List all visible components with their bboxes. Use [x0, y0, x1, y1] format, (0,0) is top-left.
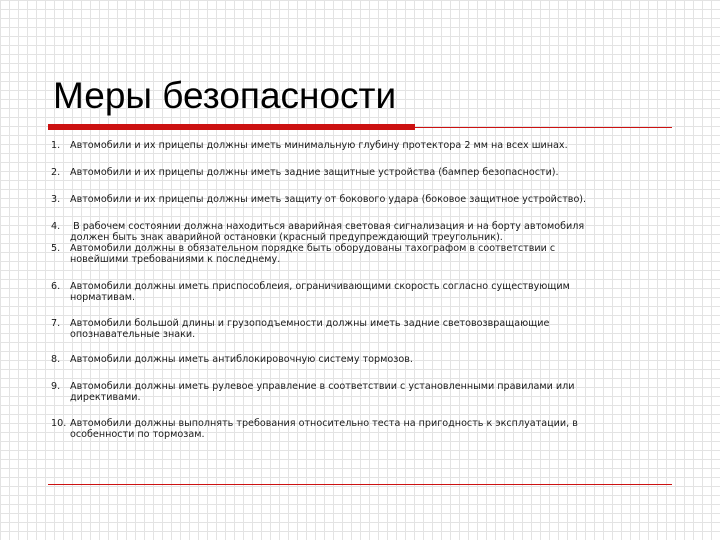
- item-number: 5.: [51, 243, 61, 254]
- item-text: В рабочем состоянии должна находиться аварийная световая сигнализация и на борту автомобиля должен быть знак аварийной остановки (красный предупреждающий треугольник).: [70, 221, 585, 243]
- item-number: 8.: [51, 354, 61, 365]
- title-underline-thin: [415, 127, 672, 128]
- list-item: [51, 319, 691, 340]
- item-text: Автомобили и их прицепы должны иметь защиту от бокового удара (боковое защитное устройство).: [70, 194, 587, 205]
- list-item: [51, 244, 691, 265]
- list-item: [51, 282, 691, 303]
- item-text: Автомобили должны иметь приспособлеия, ограничивающими скорость согласно существующим нормативам.: [70, 281, 570, 303]
- list-item: [51, 195, 691, 206]
- item-number: 7.: [51, 318, 61, 329]
- item-number: 1.: [51, 140, 61, 151]
- list-item: [51, 355, 691, 366]
- item-number: 4.: [51, 221, 61, 232]
- item-text: Автомобили должны выполнять требования относительно теста на пригодность к эксплуатации, в особенности по тормозам.: [70, 418, 578, 440]
- item-text: Автомобили и их прицепы должны иметь задние защитные устройства (бампер безопасности).: [70, 167, 559, 178]
- item-number: 3.: [51, 194, 61, 205]
- list-item: [51, 382, 691, 403]
- item-number: 6.: [51, 281, 61, 292]
- footer-rule: [48, 484, 672, 485]
- list-item: [51, 168, 691, 179]
- list-item: [51, 419, 691, 440]
- item-number: 9.: [51, 381, 61, 392]
- slide-title: Меры безопасности: [53, 75, 397, 116]
- item-text: Автомобили должны иметь антиблокировочную систему тормозов.: [70, 354, 413, 365]
- item-number: 10.: [51, 418, 67, 429]
- list-item: [51, 141, 691, 152]
- title-underline-thick: [48, 124, 415, 130]
- item-text: Автомобили большой длины и грузоподъемности должны иметь задние световозвращающие опознавательные знаки.: [70, 318, 550, 340]
- item-text: Автомобили должны в обязательном порядке быть оборудованы тахографом в соответствии с новейшими требованиями к последнему.: [70, 243, 556, 265]
- item-text: Автомобили должны иметь рулевое управление в соответствии с установленными правилами или директивами.: [70, 381, 575, 403]
- item-text: Автомобили и их прицепы должны иметь минимальную глубину протектора 2 мм на всех шинах.: [70, 140, 568, 151]
- item-number: 2.: [51, 167, 61, 178]
- list-item: [51, 222, 691, 243]
